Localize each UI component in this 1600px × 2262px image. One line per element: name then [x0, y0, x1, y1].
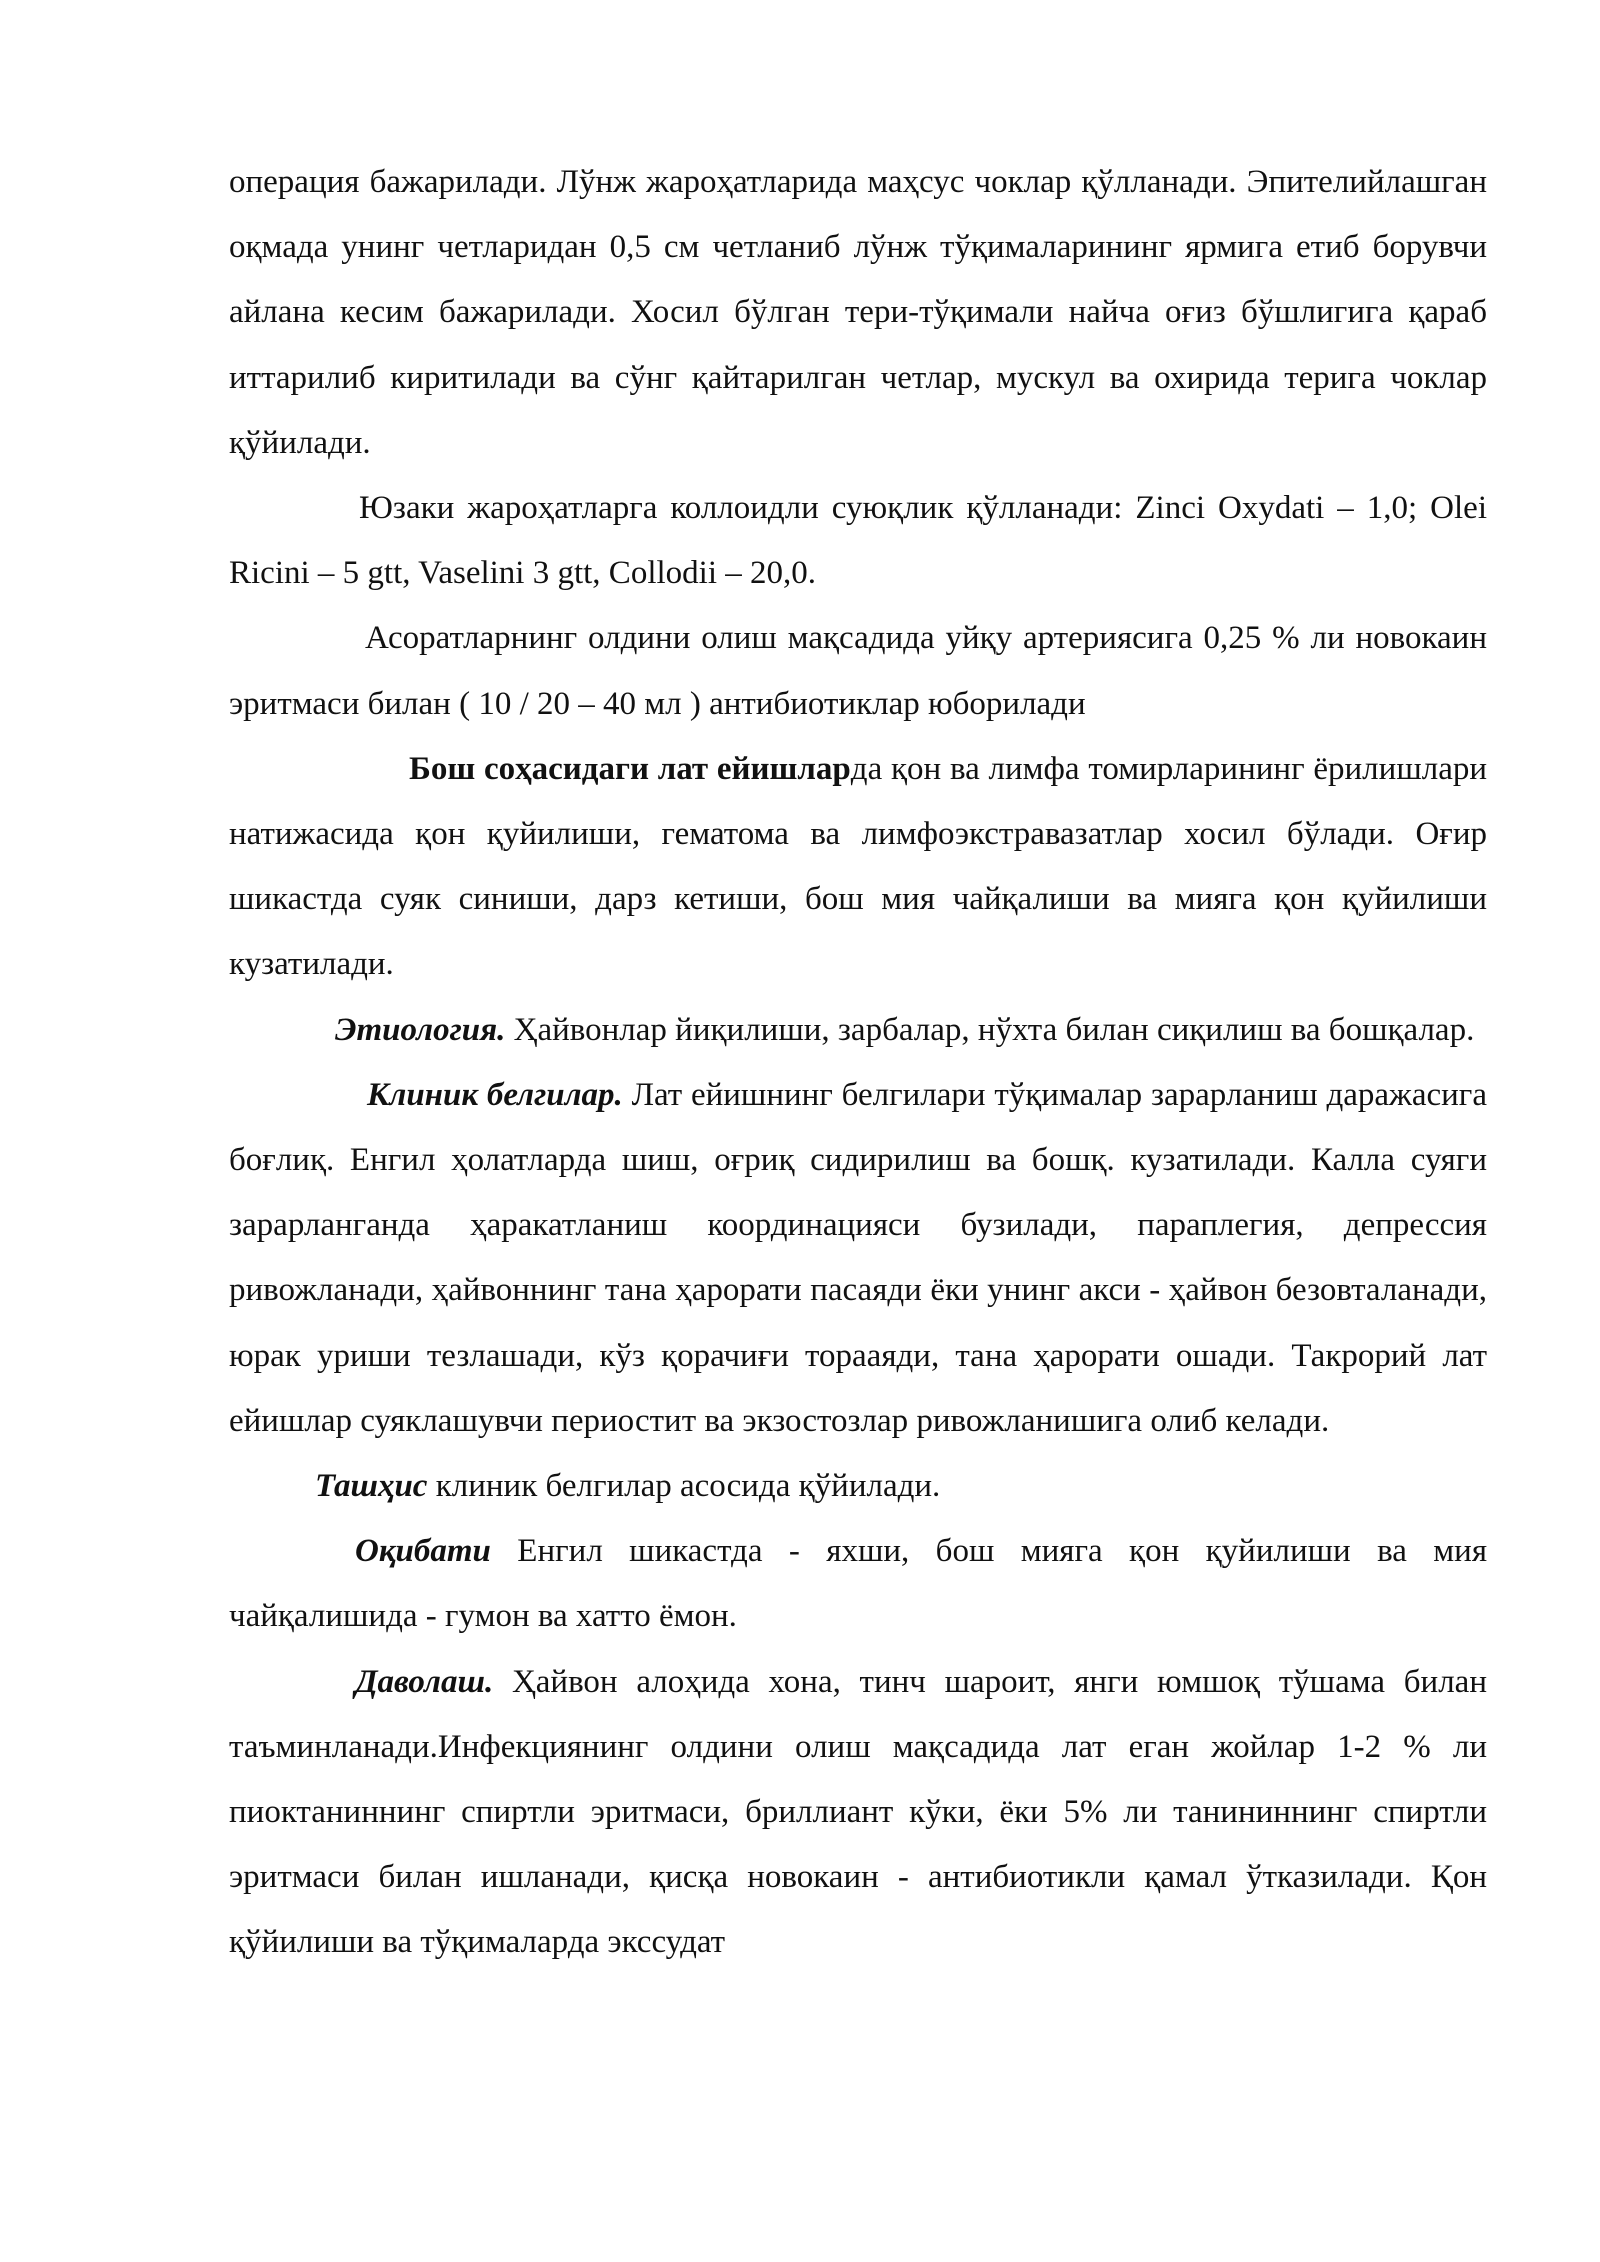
emphasized-text: Оқибати: [355, 1533, 491, 1570]
document-page: [229, 150, 1487, 1976]
paragraph: [229, 476, 1487, 606]
paragraph-text: Енгил шикастда - яхши, бош мияга қон қуйилиши ва мия чайқалишида - гумон ва хатто ёмон.: [229, 1533, 1487, 1635]
emphasized-text: Клиник белгилар.: [367, 1076, 623, 1113]
paragraph-text: клиник белгилар асосида қўйилади.: [427, 1468, 941, 1505]
paragraph: [229, 1519, 1487, 1649]
paragraph-text: Юзаки жароҳатларга коллоидли суюқлик қўлланади: Zinci Oxydati – 1,0; Olei Ricini – 5 gtt, Vaselini 3 gtt, Collodii – 20,0.: [229, 490, 1487, 592]
paragraph-text: операция бажарилади. Лўнж жароҳатларида маҳсус чоклар қўлланади. Эпителийлашган оқмада унинг четларидан 0,5 см четланиб лўнж тўқималарининг ярмига етиб борувчи айлана кесим бажарилади. Хосил бўлган тери-тўқимали найча оғиз бўшлигига қараб иттарилиб киритилади ва сўнг қайтарилган четлар, мускул ва охирида терига чоклар қўйилади.: [229, 164, 1487, 461]
paragraph: [229, 998, 1487, 1063]
emphasized-text: Бош соҳасидаги лат ейишлар: [409, 750, 851, 787]
paragraph: [229, 1650, 1487, 1976]
paragraph: [229, 1063, 1487, 1454]
paragraph-text: да қон ва лимфа томирларининг ёрилишлари натижасида қон қуйилиши, гематома ва лимфоэкстравазатлар хосил бўлади. Оғир шикастда суяк синиши, дарз кетиши, бош мия чайқалиши ва мияга қон қуйилиши кузатилади.: [229, 750, 1487, 983]
emphasized-text: Этиология.: [335, 1011, 506, 1048]
paragraph-text: Асоратларнинг олдини олиш мақсадида уйқу артериясига 0,25 % ли новокаин эритмаси билан ( 10 / 20 – 40 мл ) антибиотиклар юборилади: [229, 620, 1487, 722]
emphasized-text: Ташҳис: [315, 1468, 428, 1505]
paragraph: [229, 606, 1487, 736]
paragraph: [229, 150, 1487, 476]
emphasized-text: Даволаш.: [355, 1663, 494, 1700]
paragraph: [229, 1454, 1487, 1519]
paragraph-text: Ҳайвон алоҳида хона, тинч шароит, янги юмшоқ тўшама билан таъминланади.Инфекциянинг олдини олиш мақсадида лат еган жойлар 1-2 % ли пиоктаниннинг спиртли эритмаси, бриллиант кўки, ёки 5% ли танининнинг спиртли эритмаси билан ишланади, қисқа новокаин - антибиотикли қамал ўтказилади. Қон қўйилиши ва тўқималарда экссудат: [229, 1663, 1487, 1961]
paragraph-text: Лат ейишнинг белгилари тўқималар зарарланиш даражасига боғлиқ. Енгил ҳолатларда шиш, оғриқ сидирилиш ва бошқ. кузатилади. Калла суяги зарарланганда ҳаракатланиш координацияси бузилади, параплегия, депрессия ривожланади, ҳайвоннинг тана ҳарорати пасаяди ёки унинг акси - ҳайвон безовталанади, юрак уриши тезлашади, кўз қорачиғи торааяди, тана ҳарорати ошади. Такрорий лат ейишлар суяклашувчи периостит ва экзостозлар ривожланишига олиб келади.: [229, 1076, 1487, 1439]
paragraph: [229, 737, 1487, 998]
paragraph-text: Ҳайвонлар йиқилиши, зарбалар, нўхта билан сиқилиш ва бошқалар.: [505, 1011, 1475, 1048]
